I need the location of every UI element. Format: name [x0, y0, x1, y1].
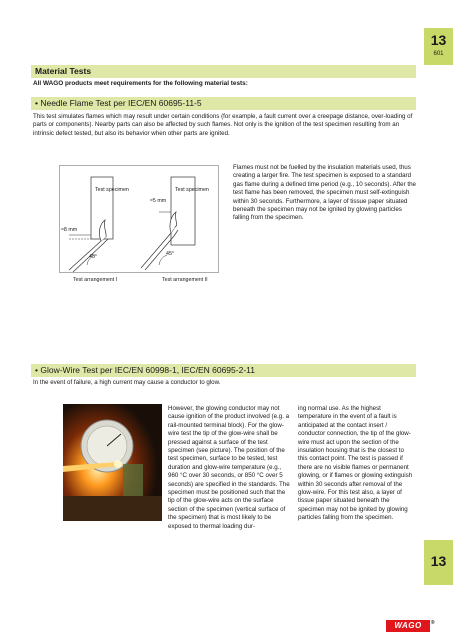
- label-test-specimen-2: Test specimen: [175, 187, 209, 193]
- chapter-number-bottom: 13: [430, 553, 447, 569]
- logo-registered-mark: ®: [430, 620, 435, 626]
- section-title: Material Tests: [31, 65, 416, 78]
- intro-text: All WAGO products meet requirements for the following material tests:: [33, 80, 248, 87]
- caption-arrangement-2: Test arrangement II: [162, 277, 208, 283]
- caption-arrangement-1: Test arrangement I: [73, 277, 118, 283]
- page-number: 601: [433, 51, 444, 57]
- glow-wire-photo-graphic: [63, 404, 162, 521]
- glow-wire-test-photo: [63, 404, 162, 521]
- test-arrangement-drawing: [59, 165, 219, 288]
- chapter-number: 13: [430, 32, 447, 48]
- glow-wire-column-2: ing normal use. As the highest temperature in the event of a fault is anticipated at the contact insert / conductor connection, the tip of the glow-wire must act upon the section of the insulation housing that is the closest to this contact point. The test is passed if there are no visible flames or permanent glowing, or if flames or glowing extinguish within 30 seconds after removal of the glow-wire. For this test also, a layer of tissue paper situated beneath the specimen may not be ignited by glowing particles falling from the specimen.: [298, 405, 413, 522]
- label-test-specimen-1: Test specimen: [95, 187, 129, 193]
- needle-flame-side-text: Flames must not be fuelled by the insulation materials used, thus creating a larger fire. The test specimen is exposed to a standard gas flame during a defined time period (e.g., 10 seconds). After the test flame has been removed, the specimen must self-extinguish within 30 seconds. Furthermore, a layer of tissue paper situated beneath the specimen may not be ignited by glowing particles falling from the specimen.: [233, 164, 416, 222]
- dimension-8mm: ≈8 mm: [61, 227, 78, 233]
- needle-flame-heading: • Needle Flame Test per IEC/EN 60695-11-5: [31, 97, 416, 110]
- glow-wire-column-1: However, the glowing conductor may not cause ignition of the product involved (e.g. a rail-mounted terminal block). For the glow-wire test the tip of the glow-wire shall be pressed against a surface of the test specimen (see picture). The position of the test specimen, surface to be tested, test duration and glow-wire temperature (e.g., 960 °C over 30 seconds, or 850 °C over 5 seconds) are specified in the standards. The specimen must be positioned such that the tip of the glow-wire acts on the surface section of the specimen (vertical surface of the specimen) that is most likely to be exposed to thermal loading dur-: [168, 405, 290, 530]
- needle-flame-diagram: [59, 165, 219, 288]
- chapter-tab-bottom: [424, 540, 453, 585]
- logo-text: WAGO: [394, 621, 422, 630]
- glow-wire-paragraph: In the event of failure, a high current may cause a conductor to glow.: [33, 379, 221, 386]
- angle-label-1: 45°: [89, 254, 98, 260]
- wago-logo: [386, 620, 435, 632]
- angle-label-2: 45°: [166, 251, 175, 257]
- glow-wire-heading: • Glow-Wire Test per IEC/EN 60998-1, IEC/EN 60695-2-11: [31, 364, 416, 377]
- needle-flame-paragraph: This test simulates flames which may result under certain conditions (for example, a fault current over a creepage distance, over-loading of parts or components). Nearby parts can also be affected by such flames. Not only is the ignition of the test specimen resulting from an intrinsic defect tested, but also its behavior when other parts are ignited.: [33, 113, 413, 137]
- dimension-5mm: ≈5 mm: [150, 198, 167, 204]
- chapter-tab: [424, 28, 453, 65]
